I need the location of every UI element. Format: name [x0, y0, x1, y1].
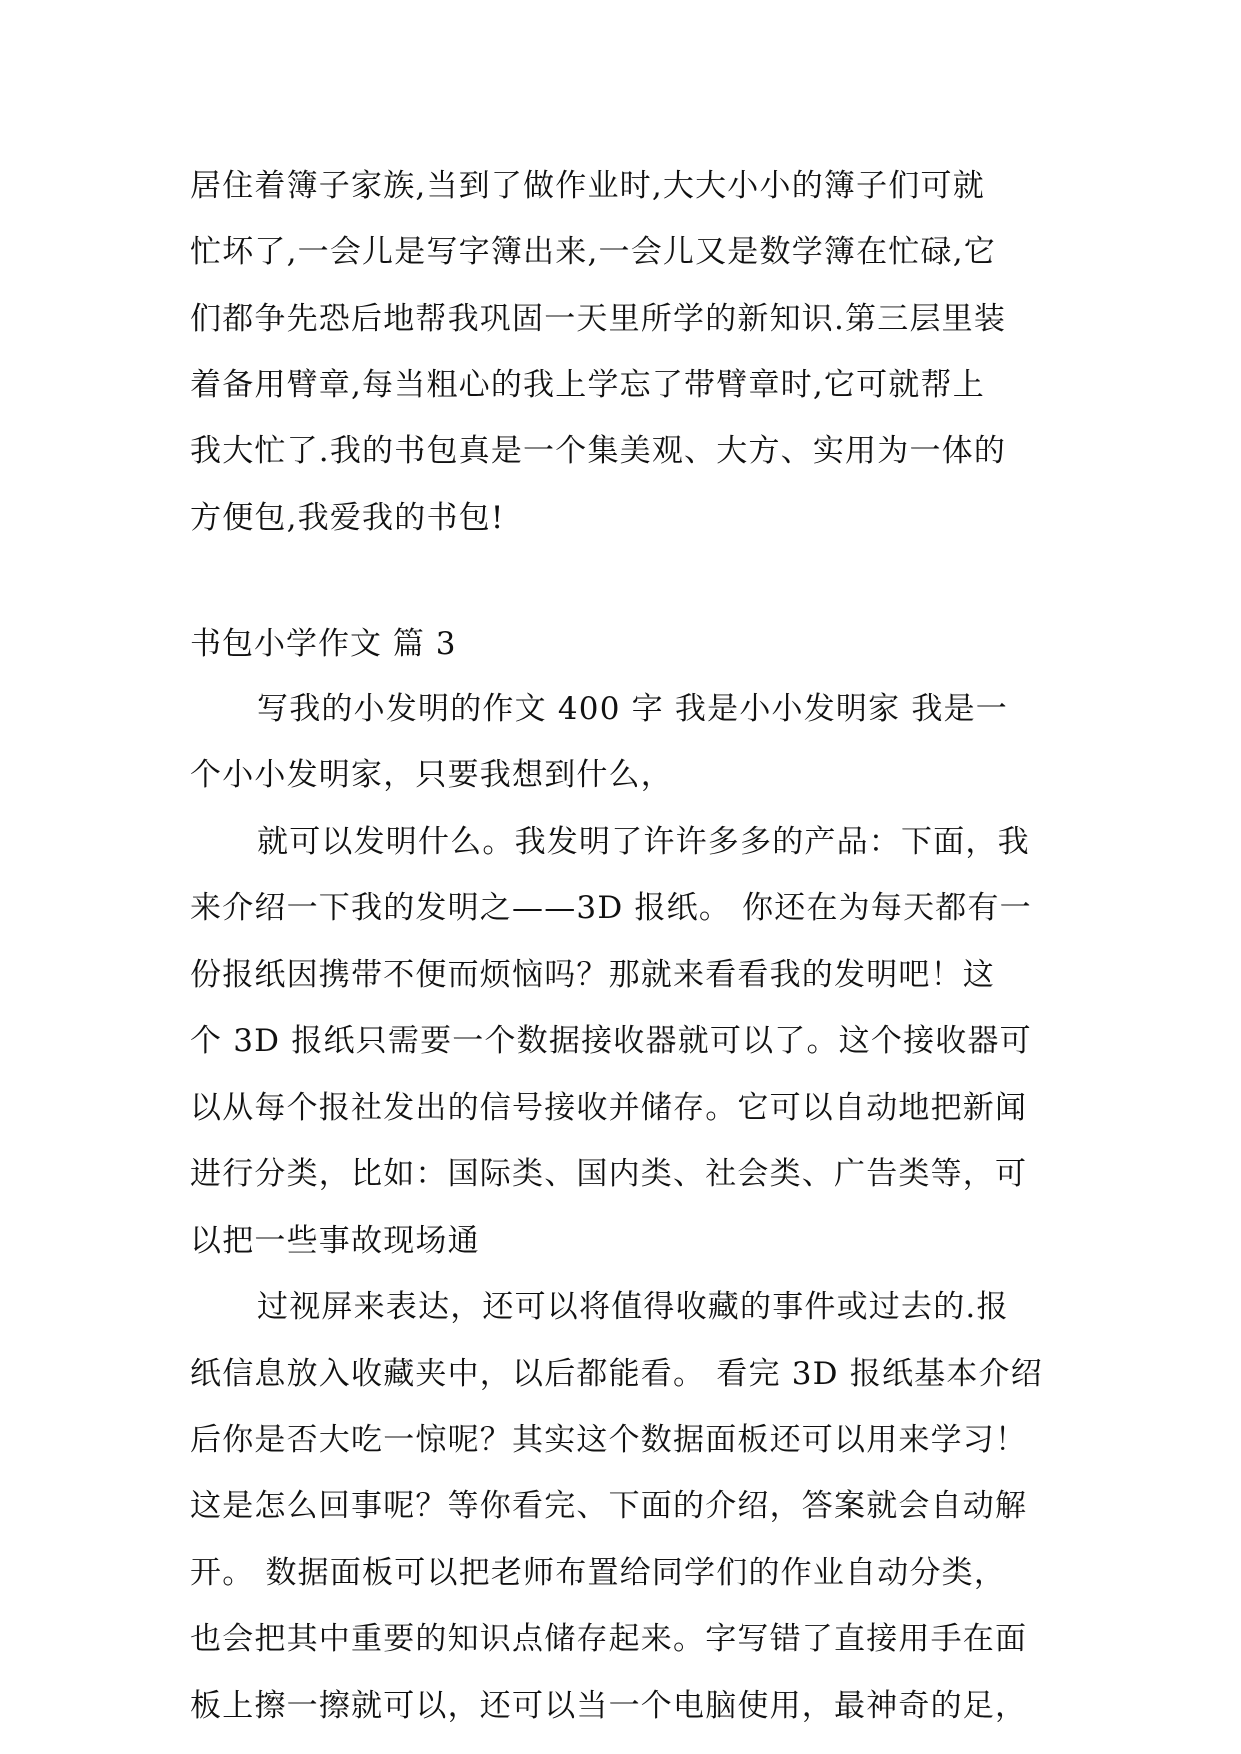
- paragraph-2-line: 写我的小发明的作文 400 字 我是小小发明家 我是一: [257, 691, 1008, 727]
- section-heading: 书包小学作文 篇 3: [190, 626, 457, 662]
- paragraph-1-line: 我大忙了.我的书包真是一个集美观、大方、实用为一体的: [190, 433, 1007, 469]
- paragraph-4-line: 这是怎么回事呢？等你看完、下面的介绍，答案就会自动解: [190, 1488, 1028, 1524]
- paragraph-1-line: 着备用臂章,每当粗心的我上学忘了带臂章时,它可就帮上: [190, 367, 985, 403]
- paragraph-3-line: 个 3D 报纸只需要一个数据接收器就可以了。这个接收器可: [190, 1023, 1032, 1059]
- paragraph-4-line: 板上擦一擦就可以，还可以当一个电脑使用，最神奇的足，: [190, 1688, 1028, 1724]
- paragraph-3-line: 就可以发明什么。我发明了许许多多的产品：下面，我: [257, 824, 1030, 860]
- paragraph-4-line: 开。 数据面板可以把老师布置给同学们的作业自动分类，: [190, 1555, 1007, 1591]
- paragraph-4-line: 后你是否大吃一惊呢？其实这个数据面板还可以用来学习！: [190, 1422, 1028, 1458]
- paragraph-4-line: 也会把其中重要的知识点储存起来。字写错了直接用手在面: [190, 1621, 1028, 1657]
- paragraph-1-line: 们都争先恐后地帮我巩固一天里所学的新知识.第三层里装: [190, 301, 1007, 337]
- paragraph-3-line: 来介绍一下我的发明之——3D 报纸。 你还在为每天都有一: [190, 890, 1032, 926]
- paragraph-4-line: 过视屏来表达，还可以将值得收藏的事件或过去的.报: [257, 1289, 1009, 1325]
- paragraph-4-line: 纸信息放入收藏夹中，以后都能看。 看完 3D 报纸基本介绍: [190, 1356, 1043, 1392]
- paragraph-3-line: 份报纸因携带不便而烦恼吗？那就来看看我的发明吧！这: [190, 957, 995, 993]
- paragraph-3-line: 进行分类，比如：国际类、国内类、社会类、广告类等，可: [190, 1156, 1028, 1192]
- paragraph-1-line: 忙坏了,一会儿是写字簿出来,一会儿又是数学簿在忙碌,它: [190, 234, 996, 270]
- paragraph-1-line: 居住着簿子家族,当到了做作业时,大大小小的簿子们可就: [190, 168, 985, 204]
- paragraph-3-line: 以把一些事故现场通: [190, 1223, 480, 1259]
- paragraph-1-line: 方便包,我爱我的书包!: [190, 500, 505, 536]
- paragraph-2-line: 个小小发明家，只要我想到什么，: [190, 757, 673, 793]
- paragraph-3-line: 以从每个报社发出的信号接收并储存。它可以自动地把新闻: [190, 1090, 1028, 1126]
